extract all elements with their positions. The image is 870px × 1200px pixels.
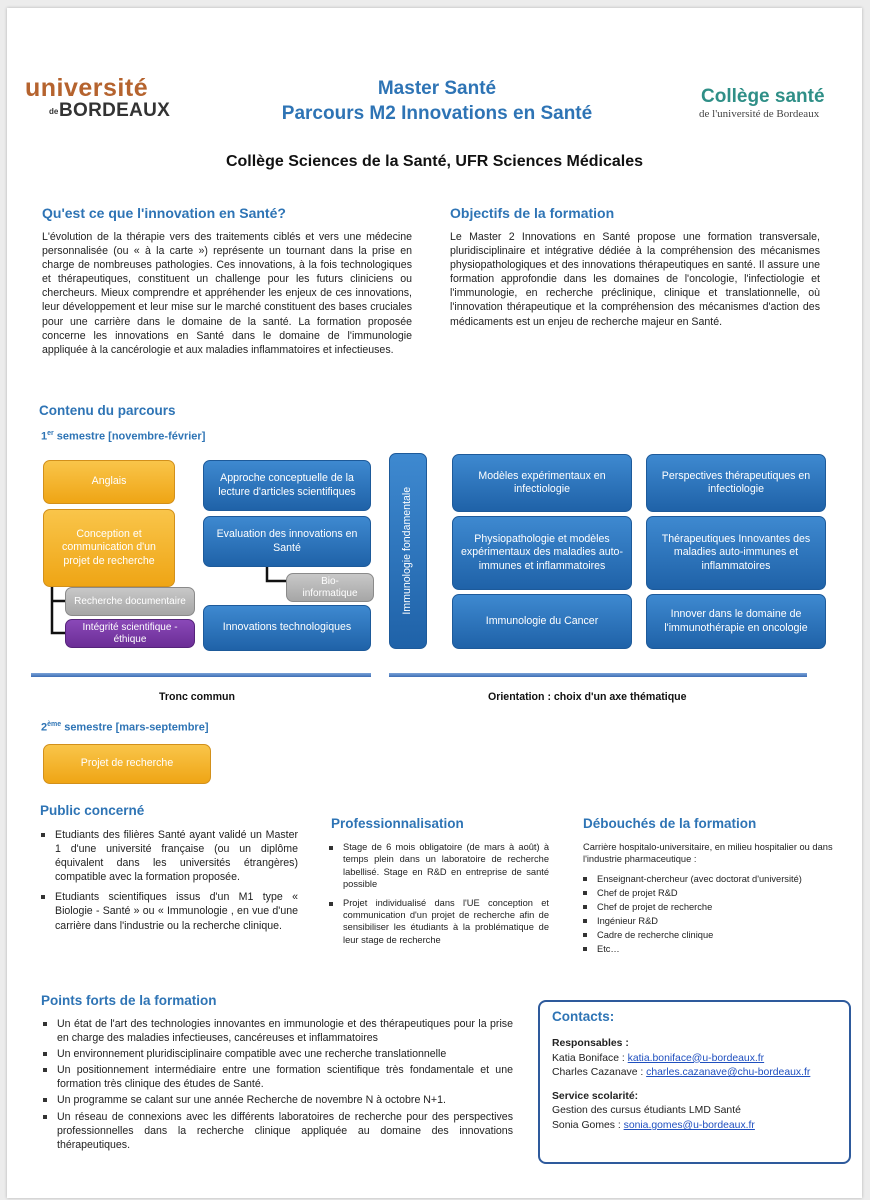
box-immunologie-cancer: Immunologie du Cancer [452, 594, 632, 649]
sem1-sup: er [47, 430, 54, 437]
pro-item-2: Projet individualisé dans l'UE conception et communication d'un projet de recherche afin de sensibiliser les étudiants à la problématique de leur stage de recherche [323, 897, 549, 947]
contact-gomes [552, 1119, 852, 1134]
scolarite-text: Gestion des cursus étudiants LMD Santé [552, 1105, 741, 1117]
tronc-commun-label: Tronc commun [159, 691, 235, 703]
points-heading: Points forts de la formation [41, 993, 217, 1008]
logo-universite-text: université [25, 74, 149, 102]
pro-item-1: Stage de 6 mois obligatoire (de mars à août) à temps plein dans un laboratoire de recherche labellisé. Stage en R&D en entreprise de santé possible [323, 841, 549, 891]
contacts-box [538, 1000, 851, 1164]
contact-gomes-email[interactable]: sonia.gomes@u-bordeaux.fr [623, 1119, 755, 1131]
title-line-2: Parcours M2 Innovations en Santé [281, 103, 593, 124]
subtitle: Collège Sciences de la Santé, UFR Sciences Médicales [225, 153, 644, 170]
objectifs-text: Le Master 2 Innovations en Santé propose une formation transversale, pluridisciplinaire et intégrative dédiée à la compréhension des mécanismes physiopathologiques et des innovations thérapeutiques en santé. Il assure une formation approfondie dans les domaines de l'oncologie, l'infectiologie et l'immunologie, en recherche préclinique, clinique et translationnelle, où l'innovation thérapeutique et la compréhension des mécanismes d'action des médicaments est un enjeu de recherche majeur en Santé. [450, 231, 820, 328]
points-item-5: Un réseau de connexions avec les différents laboratoires de recherche pour des perspectives professionnelles dans la recherche clinique appliquée au domaine des innovations thérapeutiques. [37, 1110, 513, 1152]
points-item-4: Un programme se calant sur une année Recherche de novembre N à octobre N+1. [37, 1093, 513, 1107]
box-bioinformatique: Bio-informatique [286, 573, 374, 602]
immunologie-fondamentale-label: Immunologie fondamentale [401, 487, 414, 615]
contact-cazanave-email[interactable]: charles.cazanave@chu-bordeaux.fr [646, 1067, 811, 1079]
logo-de-text: de [49, 107, 59, 116]
box-approche: Approche conceptuelle de la lecture d'articles scientifiques [203, 460, 371, 511]
debouches-item-2: Chef de projet R&D [577, 886, 837, 900]
title-line-1: Master Santé [377, 78, 497, 99]
contacts-body [552, 1037, 852, 1134]
public-heading: Public concerné [40, 803, 145, 818]
debouches-item-4: Ingénieur R&D [577, 914, 837, 928]
public-list [35, 828, 298, 933]
sem1-text: semestre [novembre-février] [53, 430, 206, 443]
box-modeles-infectiologie: Modèles expérimentaux en infectiologie [452, 454, 632, 512]
objectifs-heading: Objectifs de la formation [450, 205, 615, 221]
sem1-number: 1 [41, 430, 48, 443]
sem2-text: semestre [mars-septembre] [61, 721, 209, 734]
points-item-3: Un positionnement intermédiaire entre une formation scientifique très fondamentale et une formation très clinique des études de Santé. [37, 1063, 513, 1091]
contact-cazanave [552, 1066, 852, 1081]
points-item-2: Un environnement pluridisciplinaire compatible avec une recherche translationnelle [37, 1047, 513, 1061]
contact-cazanave-name: Charles Cazanave : [552, 1067, 647, 1079]
pro-heading: Professionnalisation [331, 816, 464, 831]
debouches-heading: Débouchés de la formation [583, 816, 757, 831]
debouches-list [577, 872, 837, 956]
contacts-heading: Contacts: [552, 1009, 615, 1024]
sem2-sup: ème [47, 721, 62, 728]
sem2-number: 2 [41, 721, 48, 734]
public-item-2: Etudiants scientifiques issus d'un M1 type « Biologie - Santé » ou « Immunologie , en vue d'une carrière dans l'industrie ou la recherche clinique. [35, 890, 298, 932]
scolarite-label: Service scolarité: [552, 1090, 639, 1102]
contact-boniface-email[interactable]: katia.boniface@u-bordeaux.fr [627, 1052, 765, 1064]
box-innover-oncologie: Innover dans le domaine de l'immunothérapie en oncologie [646, 594, 826, 649]
orientation-bar [389, 673, 807, 677]
contact-gomes-name: Sonia Gomes : [552, 1119, 624, 1131]
box-anglais: Anglais [43, 460, 175, 504]
box-therapeutiques-innovantes: Thérapeutiques Innovantes des maladies auto-immunes et inflammatoires [646, 516, 826, 590]
contenu-heading: Contenu du parcours [39, 403, 176, 418]
contact-boniface [552, 1052, 852, 1067]
debouches-item-6: Etc… [577, 942, 837, 956]
orientation-label: Orientation : choix d'un axe thématique [488, 691, 687, 703]
innovation-text: L'évolution de la thérapie vers des traitements ciblés et vers une médecine personnalisée (ou « à la carte ») représente un tournant dans la prise en charge de nombreuses pathologies. Ces innovations, à la fois technologiques et thérapeutiques, constituent un challenge pour les futurs cliniciens ou chercheurs. Mieux comprendre et appréhender les enjeux de ces innovations, leur développement et leur mise sur le marché constituent des bases cruciales pour une carrière dans le domaine de la santé. La formation proposée concerne les innovations en Santé dans le domaine de l'immunologie appliquée à la cancérologie et aux maladies inflammatoires et infectieuses. [42, 231, 412, 356]
contact-boniface-name: Katia Boniface : [552, 1052, 628, 1064]
poster [7, 8, 862, 1198]
responsables-label: Responsables : [552, 1038, 629, 1049]
box-immunologie-fondamentale [389, 453, 427, 649]
debouches-item-1: Enseignant-chercheur (avec doctorat d'université) [577, 872, 837, 886]
college-logo-title: Collège santé [701, 86, 825, 107]
box-evaluation: Evaluation des innovations en Santé [203, 516, 371, 567]
debouches-item-3: Chef de projet de recherche [577, 900, 837, 914]
points-item-1: Un état de l'art des technologies innovantes en immunologie et des thérapeutiques pour la prise en charge des maladies infectieuses, cancéreuses et inflammatoires [37, 1017, 513, 1045]
tronc-commun-bar [31, 673, 371, 677]
public-item-1: Etudiants des filières Santé ayant validé un Master 1 d'une université française (ou un diplôme équivalent dans les universités étrangères) compatible avec la formation proposée. [35, 828, 298, 884]
box-integrite: Intégrité scientifique - éthique [65, 619, 195, 648]
pro-list [323, 841, 549, 946]
box-conception: Conception et communication d'un projet de recherche [43, 509, 175, 587]
innovation-heading: Qu'est ce que l'innovation en Santé? [42, 205, 286, 221]
box-projet-recherche: Projet de recherche [43, 744, 211, 784]
box-perspectives-infectiologie: Perspectives thérapeutiques en infectiologie [646, 454, 826, 512]
box-physiopathologie: Physiopathologie et modèles expérimentaux des maladies auto-immunes et inflammatoires [452, 516, 632, 590]
logo-bordeaux-text: BORDEAUX [59, 100, 171, 121]
debouches-item-5: Cadre de recherche clinique [577, 928, 837, 942]
college-logo-subtitle: de l'université de Bordeaux [699, 108, 820, 120]
box-innovations-technologiques: Innovations technologiques [203, 605, 371, 651]
box-recherche-documentaire: Recherche documentaire [65, 587, 195, 616]
points-list [37, 1017, 513, 1152]
semestre-2-label [41, 721, 209, 734]
debouches-intro: Carrière hospitalo-universitaire, en milieu hospitalier ou dans l'industrie pharmaceutique : [583, 842, 833, 865]
